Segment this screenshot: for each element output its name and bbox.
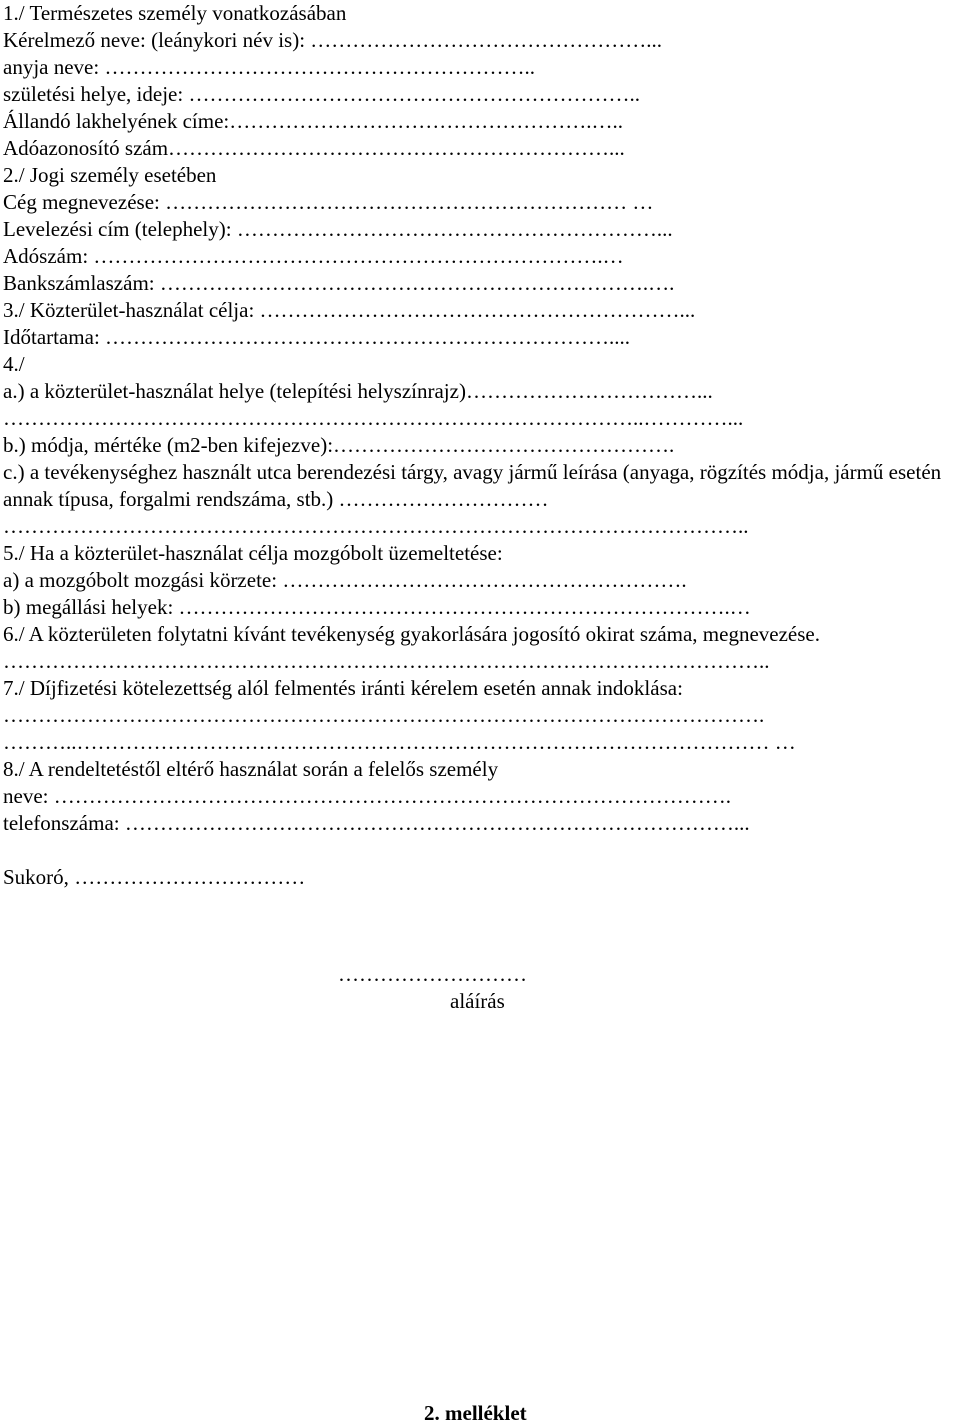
applicant-name-row [3,27,958,54]
address-row [3,108,958,135]
signature-label: aláírás [450,989,505,1013]
bank-account-label: Bankszámlaszám: [3,271,155,295]
section-2-heading: 2./ Jogi személy esetében [3,163,217,187]
stops-label: b) megállási helyek: [3,595,174,619]
mother-name-field[interactable]: …………………………………………………….. [99,55,535,79]
company-label: Cég megnevezése: [3,190,160,214]
duration-label: Időtartama: [3,325,100,349]
equipment-continuation[interactable]: …………………………………………………………………………………………….. [3,514,749,538]
birth-label: születési helye, ideje: [3,82,184,106]
bank-account-field[interactable]: …………………………………………………………….…. [154,271,675,295]
annex-label: 2. melléklet [424,1401,527,1425]
justification-field-2[interactable]: ………..……………………………………………………………………………………… … [3,730,796,754]
tax-id-row [3,135,958,162]
signature-field[interactable]: ……………………… [338,962,527,986]
tax-number-field[interactable]: ……………………………………………………………….… [88,244,624,268]
permit-field[interactable]: ……………………………………………………………………………………………….. [3,649,770,673]
place-date-field[interactable]: …………………………… [68,865,306,889]
spacer [3,837,958,864]
applicant-name-field[interactable]: …………………………………………... [305,28,663,52]
section-1-heading: 1./ Természetes személy vonatkozásában [3,1,347,25]
section-3-row [3,297,958,324]
responsible-name-label: neve: [3,784,49,808]
stops-field[interactable]: …………………………………………………………………….… [173,595,751,619]
place-label: Sukoró, [3,865,69,889]
purpose-field[interactable]: ……………………………………………………... [254,298,696,322]
location-field[interactable]: ……………………………... [465,379,713,403]
mail-address-field[interactable]: ……………………………………………………... [231,217,673,241]
mother-name-label: anyja neve: [3,55,100,79]
birth-field[interactable]: ……………………………………………………….. [183,82,640,106]
duration-field[interactable]: ……………………………………………………………….... [99,325,631,349]
mobile-area-row [3,567,958,594]
location-label: a.) a közterület-használat helye (telepítési helyszínrajz) [3,379,466,403]
phone-row [3,810,958,837]
tax-number-label: Adószám: [3,244,89,268]
justification-field-1[interactable]: ………………………………………………………………………………………………. [3,703,765,727]
mother-name-row [3,54,958,81]
responsible-name-row [3,783,958,810]
mobile-area-label: a) a mozgóbolt mozgási körzete: [3,568,278,592]
form-document [3,0,958,891]
section-6-heading: 6./ A közterületen folytatni kívánt tevékenység gyakorlására jogosító okirat száma, megnevezése. [3,622,820,646]
birth-row [3,81,958,108]
address-label: Állandó lakhelyének címe: [3,109,230,133]
mail-address-label: Levelezési cím (telephely): [3,217,232,241]
extent-label: b.) módja, mértéke (m2-ben kifejezve): [3,433,334,457]
duration-row [3,324,958,351]
mail-address-row [3,216,958,243]
location-continuation[interactable]: ………………………………………………………………………………..…………... [3,406,744,430]
applicant-name-label: Kérelmező neve: (leánykori név is): [3,28,306,52]
mobile-area-field[interactable]: …………………………………………………. [277,568,687,592]
equipment-label: c.) a tevékenységhez használt utca berendezési tárgy, avagy jármű leírása (anyaga, rögzítés módja, jármű esetén annak típusa, forgalmi rendszáma, stb.) [3,460,942,511]
responsible-name-field[interactable]: ……………………………………………………………………………………. [48,784,731,808]
company-row [3,189,958,216]
section-5-heading: 5./ Ha a közterület-használat célja mozgóbolt üzemeltetése: [3,541,503,565]
extent-field[interactable]: …………………………………………. [333,433,675,457]
section-3-heading: 3./ Közterület-használat célja: [3,298,255,322]
equipment-row [3,459,958,513]
tax-id-label: Adóazonosító szám [3,136,169,160]
equipment-field[interactable]: ………………………… [333,487,549,511]
phone-label: telefonszáma: [3,811,120,835]
location-row [3,378,958,405]
tax-id-field[interactable]: ………………………………………………………... [168,136,625,160]
section-8-heading: 8./ A rendeltetéstől eltérő használat során a felelős személy [3,757,499,781]
section-7-heading: 7./ Díjfizetési kötelezettség alól felmentés iránti kérelem esetén annak indoklása: [3,676,683,700]
phone-field[interactable]: ……………………………………………………………………………... [119,811,750,835]
stops-row [3,594,958,621]
extent-row [3,432,958,459]
company-field[interactable]: ………………………………………………………… … [159,190,654,214]
section-4-heading: 4./ [3,352,25,376]
bank-account-row [3,270,958,297]
tax-number-row [3,243,958,270]
place-date-row [3,864,958,891]
address-field[interactable]: …………………………………………….….. [229,109,624,133]
